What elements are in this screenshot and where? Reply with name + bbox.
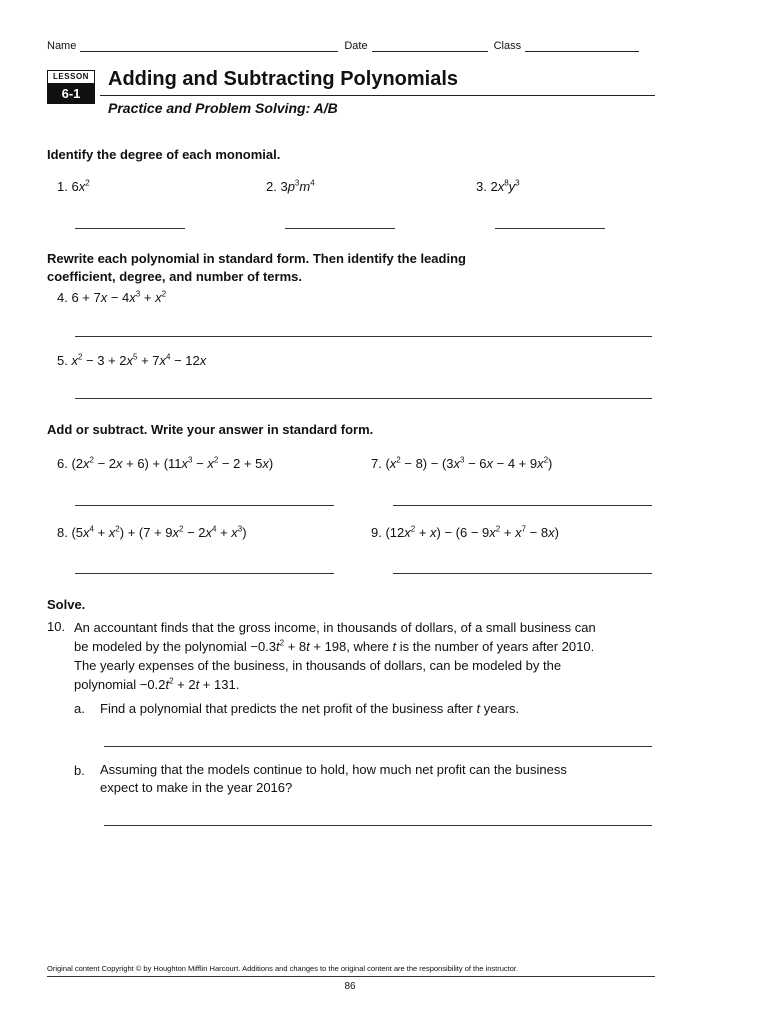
class-field[interactable] bbox=[525, 41, 639, 52]
problem-number: 9. bbox=[371, 525, 382, 540]
class-label: Class bbox=[493, 40, 522, 52]
problem-number: 7. bbox=[371, 456, 382, 471]
answer-line-3[interactable] bbox=[495, 228, 605, 229]
lesson-badge-label: LESSON bbox=[47, 70, 95, 84]
problem-9: 9. $(12x^2 + x) - (6 - 9x^2 + x^7 - 8x)$ bbox=[371, 524, 559, 540]
problem-number: 4. bbox=[57, 290, 68, 305]
problem-number: 5. bbox=[57, 353, 68, 368]
problem-number: 3. bbox=[476, 179, 487, 194]
problem-7: 7. $(x^2 - 8) - (3x^3 - 6x - 4 + 9x^2)$ bbox=[371, 455, 553, 471]
part-b-line-1: Assuming that the models continue to hold, how much net profit can the business bbox=[100, 762, 567, 777]
title-divider bbox=[100, 95, 655, 96]
part-a-end: years. bbox=[483, 701, 520, 716]
problem-10 bbox=[74, 618, 664, 694]
name-label: Name bbox=[47, 40, 77, 52]
copyright-notice: Original content Copyright © by Houghton Mifflin Harcourt. Additions and changes to the original content are the responsibility of the instructor. bbox=[47, 964, 519, 973]
problem-10-line-1: An accountant finds that the gross income, in thousands of dollars, of a small business can bbox=[74, 620, 596, 635]
problem-3: 3. $2x^8y^3$ bbox=[476, 178, 520, 194]
answer-line-5[interactable] bbox=[75, 398, 652, 399]
problem-number: 1. bbox=[57, 179, 68, 194]
answer-line-1[interactable] bbox=[75, 228, 185, 229]
part-a-question: Find a polynomial that predicts the net profit of the business after t years. bbox=[100, 701, 520, 716]
answer-line-9[interactable] bbox=[393, 573, 652, 574]
problem-number: 2. bbox=[266, 179, 277, 194]
date-label: Date bbox=[344, 40, 368, 52]
problem-10-line-3: The yearly expenses of the business, in thousands of dollars, can be modeled by the bbox=[74, 658, 562, 673]
answer-line-10a[interactable] bbox=[104, 746, 652, 747]
problem-2: 2. $3p^3m^4$ bbox=[266, 178, 315, 194]
problem-8: 8. $(5x^4 + x^2) + (7 + 9x^2 - 2x^4 + x^3)$ bbox=[57, 524, 247, 540]
problem-number: 8. bbox=[57, 525, 68, 540]
problem-number: 6. bbox=[57, 456, 68, 471]
section-standard-form-line2: coefficient, degree, and number of terms. bbox=[47, 269, 302, 284]
part-a-label: a. bbox=[74, 701, 85, 716]
problem-10-line-2-end: is the number of years after 2010. bbox=[399, 639, 595, 654]
name-field[interactable] bbox=[80, 41, 338, 52]
problem-10-line-2-pre: be modeled by the polynomial bbox=[74, 639, 247, 654]
page-subtitle: Practice and Problem Solving: A/B bbox=[108, 100, 338, 116]
page-number: 86 bbox=[344, 981, 356, 992]
answer-line-8[interactable] bbox=[75, 573, 334, 574]
problem-4: 4. $6 + 7x - 4x^3 + x^2$ bbox=[57, 289, 167, 305]
problem-10-number: 10. bbox=[47, 619, 66, 634]
part-a-text: Find a polynomial that predicts the net profit of the business after bbox=[100, 701, 473, 716]
answer-line-6[interactable] bbox=[75, 505, 334, 506]
problem-5: 5. $x^2 - 3 + 2x^5 + 7x^4 - 12x$ bbox=[57, 352, 207, 368]
problem-10-line-4: polynomial $-0.2t^2 + 2t + 131$. bbox=[74, 676, 240, 692]
problem-10-line-4-pre: polynomial bbox=[74, 677, 137, 692]
section-standard-form-heading bbox=[47, 250, 466, 286]
section-add-subtract-heading: Add or subtract. Write your answer in standard form. bbox=[47, 422, 374, 437]
answer-line-7[interactable] bbox=[393, 505, 652, 506]
footer-divider bbox=[47, 976, 655, 977]
section-standard-form-line1: Rewrite each polynomial in standard form. Then identify the leading bbox=[47, 251, 466, 266]
lesson-badge bbox=[47, 70, 95, 104]
section-degree-heading: Identify the degree of each monomial. bbox=[47, 147, 281, 162]
part-b-label: b. bbox=[74, 763, 85, 778]
problem-6: 6. $(2x^2 - 2x + 6) + (11x^3 - x^2 - 2 + 5x)$ bbox=[57, 455, 274, 471]
section-solve-heading: Solve. bbox=[47, 597, 86, 612]
answer-line-10b[interactable] bbox=[104, 825, 652, 826]
date-field[interactable] bbox=[372, 41, 488, 52]
problem-10-line-2-post: , where bbox=[346, 639, 389, 654]
part-b-question bbox=[100, 761, 660, 797]
problem-10-line-2: be modeled by the polynomial $-0.3t^2 + 8t + 198$, where t is the number of years after 2010. bbox=[74, 638, 595, 654]
answer-line-2[interactable] bbox=[285, 228, 395, 229]
worksheet-header bbox=[47, 40, 653, 52]
lesson-number: 6-1 bbox=[47, 84, 95, 104]
page-title: Adding and Subtracting Polynomials bbox=[108, 68, 459, 90]
answer-line-4[interactable] bbox=[75, 336, 652, 337]
problem-1: 1. $6x^2$ bbox=[57, 178, 90, 194]
part-b-line-2: expect to make in the year 2016? bbox=[100, 780, 293, 795]
